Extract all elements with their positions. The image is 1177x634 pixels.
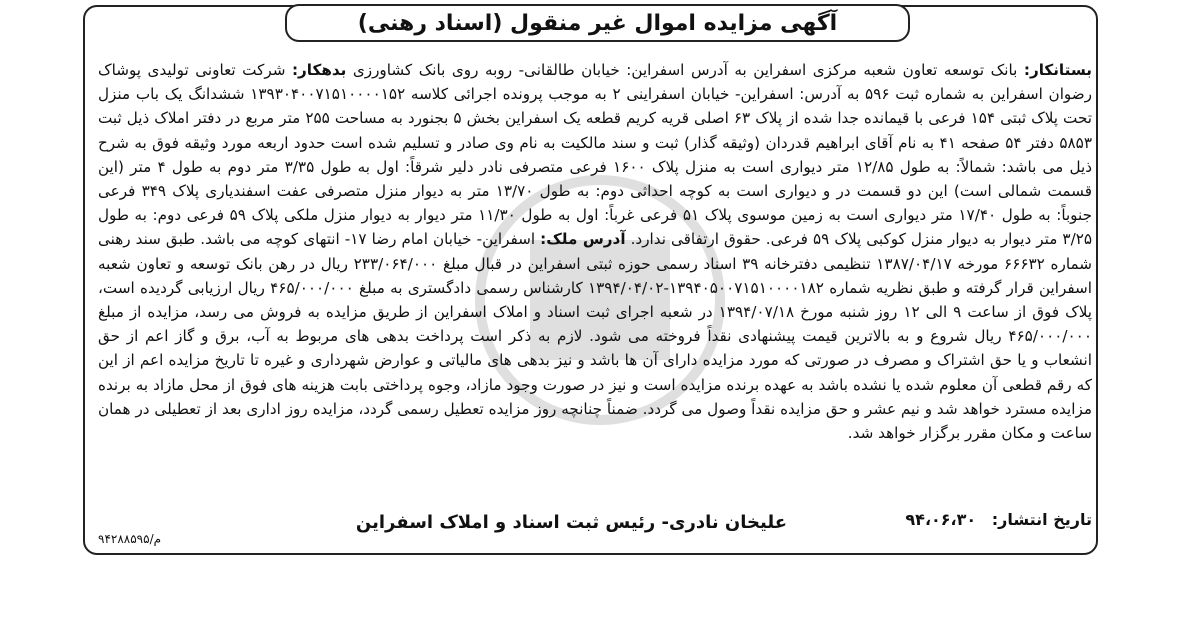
signer: علیخان نادری- رئیس ثبت اسناد و املاک اسفراین [355,512,787,533]
address-label: آدرس ملک: [540,230,626,249]
notice-code: م/۹۴۲۸۸۵۹۵ [98,532,162,546]
title-box [285,4,910,42]
notice-body [98,58,1092,445]
notice-title: آگهی مزایده اموال غیر منقول (اسناد رهنی) [357,10,838,36]
debtor-text: شرکت تعاونی تولیدی پوشاک رضوان اسفراین به شماره ثبت ۵۹۶ به آدرس: اسفراین- خیابان اسفراینی ۲ به موجب پرونده اجرائی کلاسه ۱۳۹۳۰۴۰۰۷۱۵۱۰۰۰۰۱۵۲ ششدانگ یک باب منزل تحت پلاک ثبتی ۱۵۴ فرعی با قیمانده جدا شده از پلاک ۶۳ اصلی قریه کریم قطعه یک اسفراین بخش ۵ بجنورد به مساحت ۲۵۵ متر مربع در دفتر املاک ذیل ثبت ۵۸۵۳ دفتر ۵۴ صفحه ۴۱ به نام آقای ابراهیم قدردان (وثیقه گذار) ثبت و سند مالکیت به نام وی صادر و تسلیم شده است حدود اربعه مورد وثیقه فوق به شرح ذیل می باشد: شمالاً: به طول ۱۲/۸۵ متر دیواری است به منزل پلاک ۱۶۰۰ فرعی متصرفی نادر دلیر شرقاً: اول به طول ۳/۳۵ متر دوم به طول ۴ متر (این قسمت شمالی است) این دو قسمت در و دیواری است به کوچه احداثی دوم: به طول ۱۳/۷۰ متر به دیوار منزل متصرفی عفت اسفندیاری پلاک ۳۴۹ فرعی جنوباً: به طول ۱۷/۴۰ متر دیواری است به زمین موسوی پلاک ۵۱ فرعی غرباً: اول به طول ۱۱/۳۰ متر دیوار به دیوار منزل ملکی پلاک ۵۹ فرعی دوم: به طول ۳/۲۵ متر دیوار به دیوار منزل کوکبی پلاک ۵۹ فرعی. حقوق ارتفاقی ندارد. [98,61,1093,249]
notice-footer [98,510,1092,546]
publish-info [895,510,1092,529]
notice-paragraph [98,58,1092,445]
creditor-label: بستانکار: [1023,61,1092,79]
address-text: اسفراین- خیابان امام رضا ۱۷- انتهای کوچه می باشد. طبق سند رهنی شماره ۶۶۶۳۲ مورخه ۱۳۸۷/۰۴/۱۷ تنظیمی دفترخانه ۳۹ اسناد رسمی حوزه ثبتی اسفراین در قبال مبلغ ۲۳۳/۰۶۴/۰۰۰ ریال در رهن بانک توسعه و تعاون شعبه اسفراین قرار گرفته و طبق نظریه شماره ۱۳۹۴۰۵۰۰۷۱۵۱۰۰۰۰۱۸۲-۱۳۹۴/۰۴/۰۲ کارشناس رسمی دادگستری به مبلغ ۴۶۵/۰۰۰/۰۰۰ ریال ارزیابی گردیده است، پلاک فوق از ساعت ۹ الی ۱۲ روز شنبه مورخ ۱۳۹۴/۰۷/۱۸ در شعبه اجرای ثبت اسناد و املاک اسفراین از طریق مزایده به فروش می رسد، مزایده از مبلغ ۴۶۵/۰۰۰/۰۰۰ ریال شروع و به بالاترین قیمت پیشنهادی نقداً فروخته می شود. لازم به ذکر است پرداخت بدهی های مربوط به آب، برق و گاز اعم از حق انشعاب و یا حق اشتراک و مصرف در صورتی که مورد مزایده دارای آن ها باشد و نیز بدهی های مالیاتی و عوارض شهرداری و غیره تا تاریخ مزایده اعم از این که رقم قطعی آن معلوم شده یا نشده باشد به عهده برنده مزایده است و نیز در صورت وجود مازاد، وجوه پرداختی بابت هزینه های فوق از محل مازاد به برنده مزایده مسترد خواهد شد و نیم عشر و حق مزایده نقداً وصول می گردد. ضمناً چنانچه روز مزایده تعطیل رسمی گردد، مزایده روز اداری بعد از تعطیلی در همان ساعت و مکان مقرر برگزار خواهد شد. [98,230,1092,443]
publish-label: تاریخ انتشار: [991,510,1092,529]
publish-date: ۹۴،۰۶،۳۰ [905,510,977,529]
debtor-label: بدهکار: [291,61,347,79]
creditor-text: بانک توسعه تعاون شعبه مرکزی اسفراین به آدرس اسفراین: خیابان طالقانی- روبه روی بانک کشاورزی [346,61,1024,79]
